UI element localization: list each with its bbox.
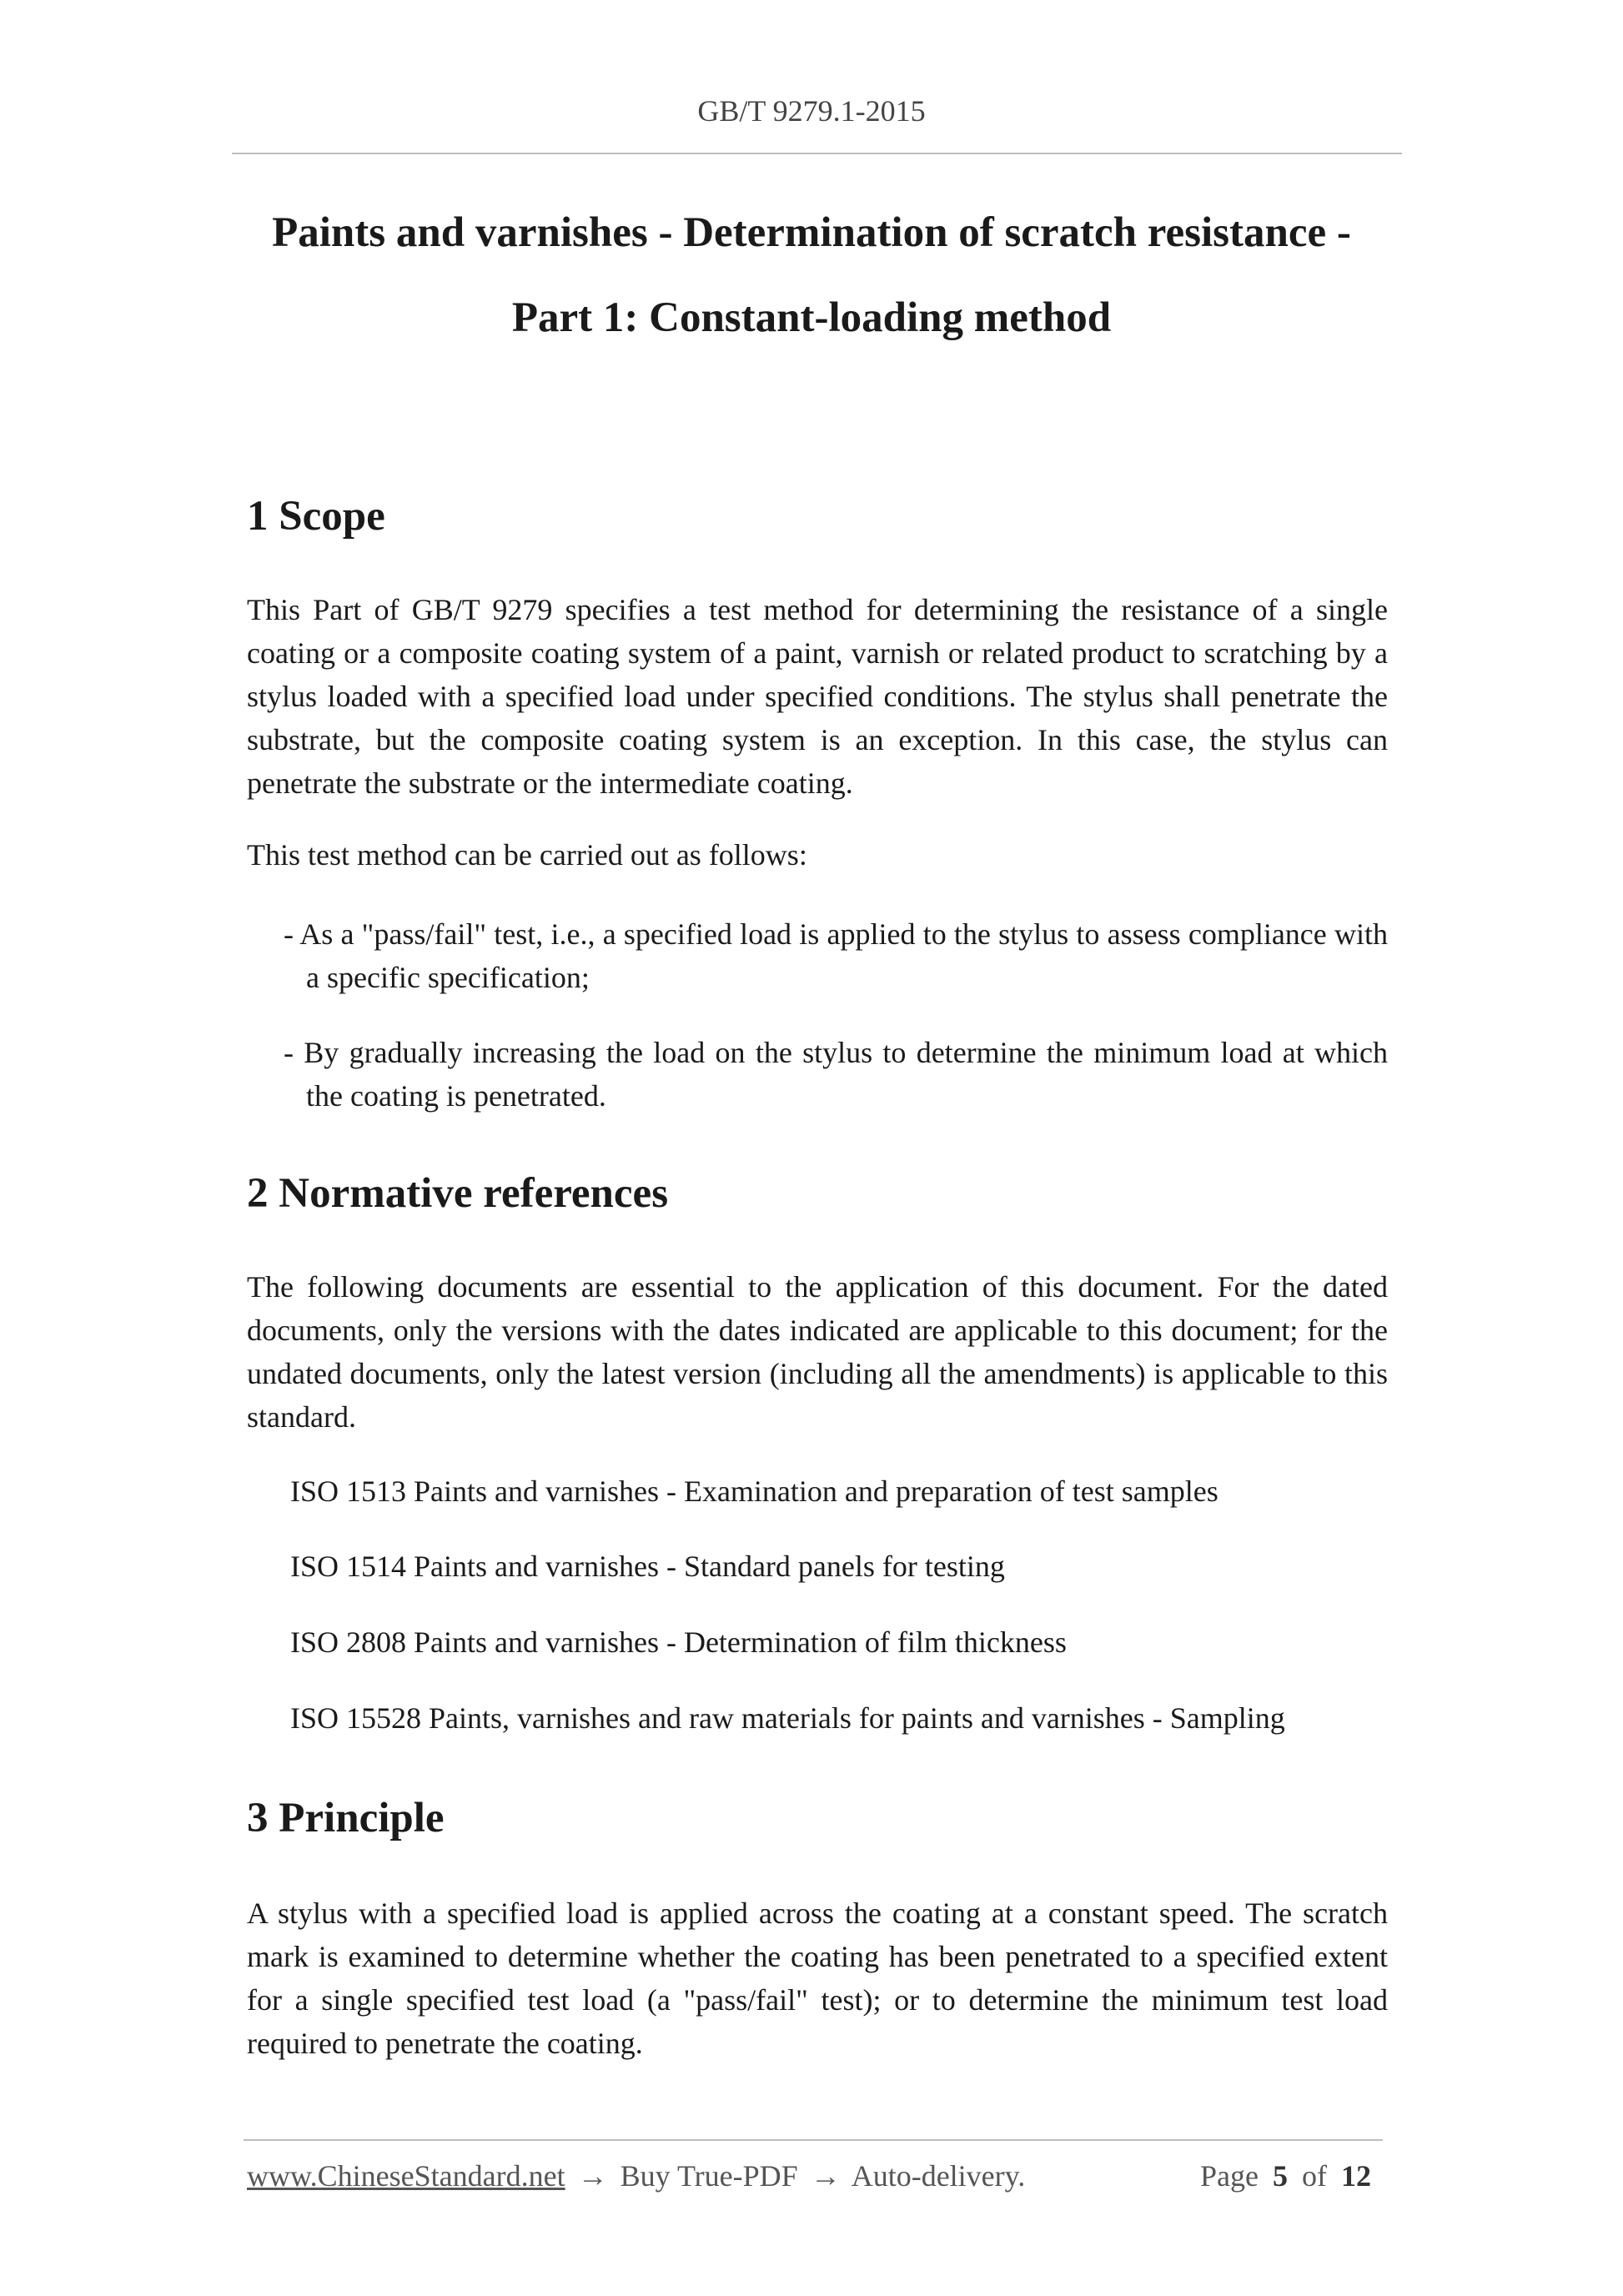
page-footer bbox=[247, 2158, 1378, 2193]
page-current: 5 bbox=[1273, 2159, 1288, 2193]
scope-paragraph: This Part of GB/T 9279 specifies a test method for determining the resistance of a single coating or a composite coating system of a paint, varnish or related product to scratching by a stylus loaded with a specified load under specified conditions. The stylus shall penetrate the substrate, but the composite coating system is an exception. In this case, the stylus can penetrate the substrate or the intermediate coating. bbox=[247, 593, 1388, 800]
footer-divider bbox=[244, 2139, 1383, 2141]
scope-bullet-pass-fail: - As a "pass/fail" test, i.e., a specified load is applied to the stylus to assess compliance with a specific specification; bbox=[284, 917, 1388, 994]
footer-promo bbox=[247, 2158, 1025, 2193]
section-heading-scope: 1 Scope bbox=[247, 493, 385, 540]
scope-intro-paragraph: This test method can be carried out as follows: bbox=[247, 838, 807, 872]
document-title-line-1: Paints and varnishes - Determination of scratch resistance - bbox=[272, 209, 1351, 256]
page-label: Page bbox=[1200, 2159, 1259, 2193]
buy-true-pdf-text: Buy True-PDF bbox=[620, 2159, 798, 2193]
header-divider bbox=[232, 153, 1402, 154]
reference-item: ISO 1514 Paints and varnishes - Standard panels for testing bbox=[290, 1550, 1005, 1583]
document-title-line-2: Part 1: Constant-loading method bbox=[511, 294, 1112, 341]
principle-paragraph: A stylus with a specified load is applied across the coating at a constant speed. The scratch mark is examined to determine whether the coating has been penetrated to a specified extent for a single specified test load (a "pass/fail" test); or to determine the minimum test load required to penetrate the coating. bbox=[247, 1897, 1388, 2060]
reference-item: ISO 2808 Paints and varnishes - Determination of film thickness bbox=[290, 1625, 1067, 1659]
arrow-right-icon: → bbox=[577, 2159, 608, 2193]
page-of-label: of bbox=[1302, 2159, 1327, 2193]
reference-item: ISO 15528 Paints, varnishes and raw materials for paints and varnishes - Sampling bbox=[290, 1701, 1285, 1735]
page-number bbox=[1200, 2158, 1378, 2193]
page-total: 12 bbox=[1341, 2159, 1371, 2193]
section-heading-normative-references: 2 Normative references bbox=[247, 1170, 669, 1217]
reference-item: ISO 1513 Paints and varnishes - Examination and preparation of test samples bbox=[290, 1475, 1219, 1508]
auto-delivery-text: Auto-delivery. bbox=[851, 2159, 1026, 2193]
normative-references-paragraph: The following documents are essential to the application of this document. For the dated documents, only the versions with the dates indicated are applicable to this document; for the undated documents, only the latest version (including all the amendments) is applicable to this standard. bbox=[247, 1270, 1388, 1434]
arrow-right-icon: → bbox=[810, 2159, 841, 2193]
section-heading-principle: 3 Principle bbox=[247, 1795, 445, 1841]
website-link[interactable]: www.ChineseStandard.net bbox=[247, 2159, 565, 2193]
running-header: GB/T 9279.1-2015 bbox=[697, 94, 926, 128]
scope-bullet-gradual-load: - By gradually increasing the load on the stylus to determine the minimum load at which the coating is penetrated. bbox=[284, 1036, 1388, 1113]
